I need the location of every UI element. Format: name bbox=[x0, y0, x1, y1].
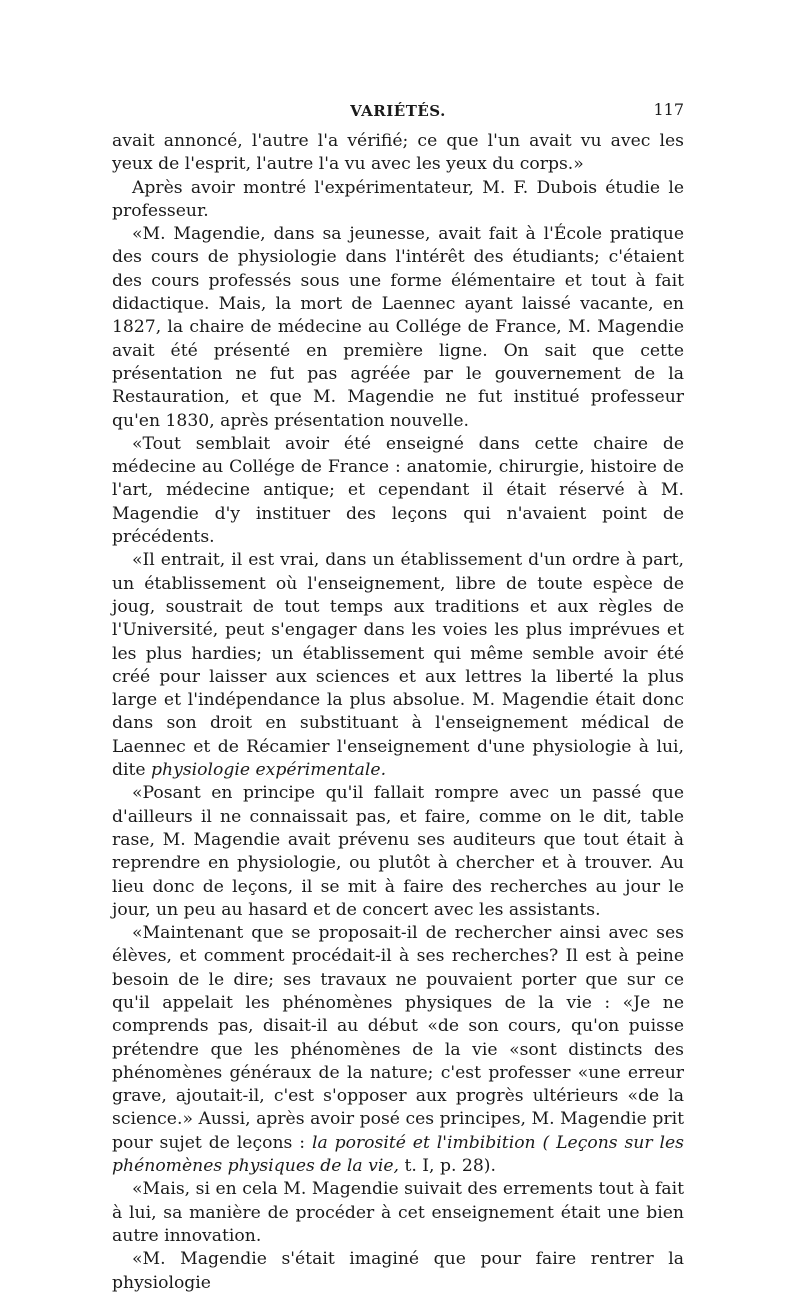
paragraph-7: «Maintenant que se proposait-il de rechercher ainsi avec ses élèves, et comment procédait-il à ses recherches? Il est à peine besoin de le dire; ses travaux ne pouvaient porter que sur ce qu'il appelait les phénomènes physiques de la vie : «Je ne comprends pas, disait-il au début «de son cours, qu'on puisse prétendre que les phénomènes de la vie «sont distincts des phénomènes généraux de la nature; c'est professer «une erreur grave, ajoutait-il, c'est s'opposer aux progrès ultérieurs «de la science.» Aussi, après avoir posé ces principes, M. Magendie prit pour sujet de leçons : la porosité et l'imbibition ( Leçons sur les phénomènes physiques de la vie, t. I, p. 28). bbox=[112, 923, 684, 1177]
paragraph-6: «Posant en principe qu'il fallait rompre avec un passé que d'ailleurs il ne connaissait pas, et faire, comme on le dit, table rase, M. Magendie avait prévenu ses auditeurs que tout était à reprendre en physiologie, ou plutôt à chercher et à trouver. Au lieu donc de leçons, il se mit à faire des recherches au jour le jour, un peu au hasard et de concert avec les assistants. bbox=[112, 783, 684, 920]
citation-reference: t. I, p. 28). bbox=[404, 1156, 496, 1177]
paragraph-1: avait annoncé, l'autre l'a vérifié; ce que l'un avait vu avec les yeux de l'esprit, l'autre l'a vu avec les yeux du corps.» bbox=[112, 131, 684, 175]
paragraph-4: «Tout semblait avoir été enseigné dans cette chaire de médecine au Collége de France : anatomie, chirurgie, histoire de l'art, médecine antique; et cependant il était réservé à M. Magendie d'y instituer des leçons qui n'avaient point de précédents. bbox=[112, 433, 684, 548]
italic-citation: la porosité et l'imbibition ( Leçons sur les phénomènes physiques de la vie, bbox=[112, 1132, 684, 1177]
paragraph-3: «M. Magendie, dans sa jeunesse, avait fait à l'École pratique des cours de physiologie dans l'intérêt des étudiants; c'étaient des cours professés sous une forme élémentaire et tout à fait didactique. Mais, la mort de Laennec ayant laissé vacante, en 1827, la chaire de médecine au Collége de France, M. Magendie avait été présenté en première ligne. On sait que cette présentation ne fut pas agréée par le gouvernement de la Restauration, et que M. Magendie ne fut institué professeur qu'en 1830, après présentation nouvelle. bbox=[112, 224, 684, 431]
paragraph-5: «Il entrait, il est vrai, dans un établissement d'un ordre à part, un établissement où l'enseignement, libre de toute espèce de joug, soustrait de tout temps aux traditions et aux règles de l'Université, peut s'engager dans les voies les plus imprévues et les plus hardies; un établissement qui même semble avoir été créé pour laisser aux sciences et aux lettres la liberté la plus large et l'indépendance la plus absolue. M. Magendie était donc dans son droit en substituant à l'enseignement médical de Laennec et de Récamier l'enseignement d'une physiologie à lui, dite physiologie expérimentale. bbox=[112, 550, 684, 781]
document-page bbox=[112, 96, 684, 1295]
paragraph-8: «Mais, si en cela M. Magendie suivait des errements tout à fait à lui, sa manière de procéder à cet enseignement était une bien autre innovation. bbox=[112, 1179, 684, 1246]
body-text bbox=[112, 130, 684, 1295]
running-head: VARIÉTÉS. bbox=[350, 102, 446, 120]
page-number: 117 bbox=[653, 100, 684, 119]
page-header bbox=[112, 96, 684, 130]
paragraph-9: «M. Magendie s'était imaginé que pour faire rentrer la physiologie bbox=[112, 1249, 684, 1293]
paragraph-2: Après avoir montré l'expérimentateur, M. F. Dubois étudie le professeur. bbox=[112, 177, 684, 221]
italic-phrase: physiologie expérimentale. bbox=[151, 760, 387, 781]
